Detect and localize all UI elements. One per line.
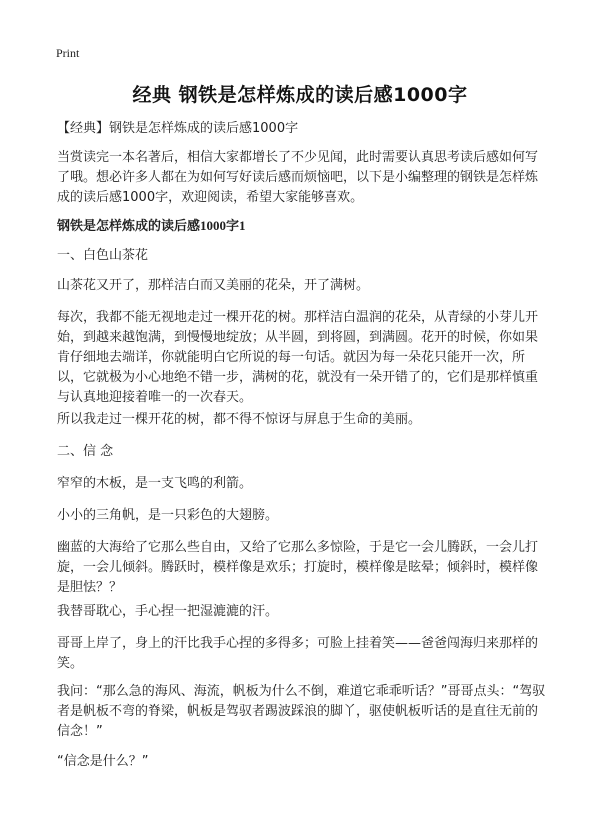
print-label: Print <box>56 46 80 60</box>
paragraph: “信念是什么？” <box>57 754 149 769</box>
intro-paragraph: 当赏读完一本名著后，相信大家都增长了不少见闻，此时需要认真思考读后感如何写了哦。想必许多人都在为如何写好读后感而烦恼吧，以下是小编整理的钢铁是怎样炼成的读后感1000字，欢迎阅读，希望大家能够喜欢。 <box>57 150 539 205</box>
paragraph: 我替哥耽心，手心捏一把湿漉漉的汗。 <box>57 604 279 619</box>
paragraph: 幽蓝的大海给了它那么些自由，又给了它那么多惊险，于是它一会儿腾跃，一会儿打旋，一会儿倾斜。腾跃时，模样像是欢乐；打旋时，模样像是眩晕；倾斜时，模样像是胆怯？？ <box>57 540 539 595</box>
subtitle-line: 【经典】钢铁是怎样炼成的读后感1000字 <box>57 121 299 136</box>
section-heading: 钢铁是怎样炼成的读后感1000字1 <box>57 218 246 233</box>
heading-white-camellia: 一、白色山茶花 <box>57 248 149 263</box>
paragraph: 所以我走过一棵开花的树，都不得不惊讶与屏息于生命的美丽。 <box>57 412 422 427</box>
paragraph: 每次，我都不能无视地走过一棵开花的树。那样洁白温润的花朵，从青绿的小芽儿开始，到越来越饱满，到慢慢地绽放；从半圆，到将圆，到满圆。花开的时候，你如果肯仔细地去端详，你就能明白它所说的每一句话。就因为每一朵花只能开一次，所以，它就极为小心地绝不错一步，满树的花，就没有一朵开错了的，它们是那样慎重与认真地迎接着唯一的一次春天。 <box>57 310 539 405</box>
paragraph: 小小的三角帆，是一只彩色的大翅膀。 <box>57 508 279 523</box>
paragraph: 窄窄的木板，是一支飞鸣的利箭。 <box>57 476 253 491</box>
paragraph: 我问：“那么急的海风、海流，帆板为什么不倒，难道它乖乖听话？”哥哥点头：“驾驭者是帆板不弯的脊梁，帆板是驾驭者踢波踩浪的脚丫，驱使帆板听话的是直往无前的信念！” <box>57 684 546 739</box>
heading-belief: 二、信 念 <box>57 444 114 459</box>
page-title: 经典 钢铁是怎样炼成的读后感1000字 <box>132 84 468 106</box>
paragraph: 山茶花又开了，那样洁白而又美丽的花朵，开了满树。 <box>57 278 370 293</box>
paragraph: 哥哥上岸了，身上的汗比我手心捏的多得多；可脸上挂着笑——爸爸闯海归来那样的笑。 <box>57 636 539 671</box>
